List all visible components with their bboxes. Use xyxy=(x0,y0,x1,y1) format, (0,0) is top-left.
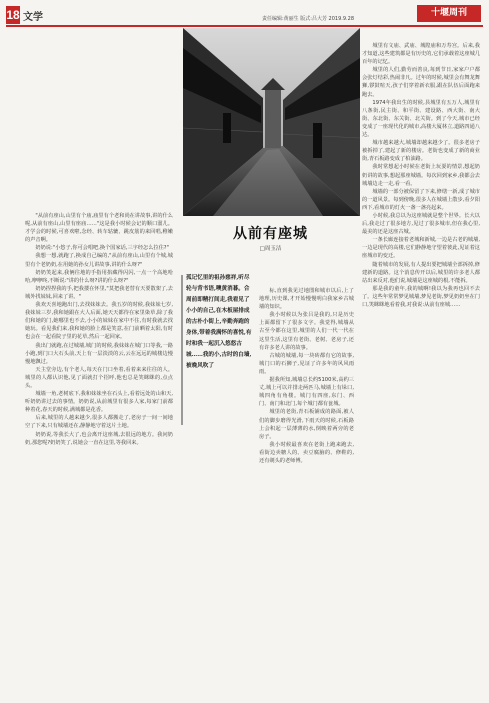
article-paragraph: 城墙的一部分被保留了下来,修缮一新,成了城市的一道风景。每到傍晚,很多人在城墙上散步,看夕阳西下,看城市的灯火一盏一盏亮起来。 xyxy=(362,188,480,211)
editor-credits: 责任编辑:黄丽生 版式:吕大芳 2019.9.28 xyxy=(262,16,354,22)
article-paragraph: 城里的老街,青石板铺成的路面,被人们的脚步磨得光滑,下雨天的时候,石板路上会积起一层薄薄的水,倒映着两旁的老房子。 xyxy=(259,409,354,440)
article-paragraph: 城里的人们,勤劳而善良,每到节日,家家户户都会张灯结彩,热闹非凡。过年的时候,城里会有舞龙舞狮,锣鼓喧天,孩子们穿着新衣服,跟在队伍后面跑来跑去。 xyxy=(362,67,480,98)
article-paragraph: 我想一想,就跑了,换成自己编的,"从前有座山,山里有个城,城里有个老奶奶,在用她的孙女儿讲故事,讲的什么呀?" xyxy=(25,253,173,268)
article-paragraph: 天主堂旁边,有个老人,每天在门口坐着,看着来来往往的人。城里的人都认识他,见了面就打个招呼,他也总是笑眯眯的,点点头。 xyxy=(25,366,173,389)
article-paragraph: 奶奶笑起来,我俩往地的手指用掐藏得闪闪,一点一个高地哈哈,咿咿咚,不断说:"讲的什么呀?讲的什么呀?" xyxy=(25,269,173,284)
article-title: 从前有座城 xyxy=(233,226,308,242)
article-paragraph: 标,直到我见过地图和城市以后,上了地理,历史课,才开始慢慢明白我家乡古城墙的知识。 xyxy=(259,288,354,311)
article-paragraph: 据我所知,城墙总长约5100米,高约三丈,城上可以并排走两匹马,城墙上有垛口,城四角有角楼。城门有四座,东门、西门、南门和北门,每个城门都有瓮城。 xyxy=(259,377,354,408)
masthead-logo: 十堰周刊 xyxy=(417,5,481,22)
article-paragraph: 我时常想起小时候在老街上玩耍的情景,想起奶奶讲的故事,想起那座城墙。每次回到家乡,我都会去城墙边走一走,看一看。 xyxy=(362,164,480,187)
article-paragraph: 随着城市的发展,有人提出要把城墙全部拆掉,修建新的道路。这个消息传开以后,城里的许多老人都站出来反对,他们说,城墙是这座城的根,不能拆。 xyxy=(362,261,480,284)
header-rule xyxy=(6,25,483,27)
article-paragraph: 我小时候以为张吕是我的,只是历史上面都留下了很多文字。我觉得,城墙从古至今都在这里,城里的人们一代一代在这里生活,这里有老街、老树、老房子,还有许多老人讲的故事。 xyxy=(259,312,354,351)
article-column-2 xyxy=(259,287,354,687)
article-author: □周玉洁 xyxy=(259,246,282,252)
article-paragraph: 古城的城墙,每一块砖都有它的故事,城门口的石狮子,见证了许多年的风风雨雨。 xyxy=(259,352,354,375)
article-paragraph: 城市越来越大,城墙却越来越少了。很多老房子被拆掉了,建起了新的楼房。老街也变成了新的商业街,青石板路变成了柏油路。 xyxy=(362,140,480,163)
article-paragraph: 城墙一角,老树底下,我和妹妹坐在石头上,看着远处的山和天,听奶奶讲过去的事情。奶奶说,从前城里有很多人家,每家门前都种着花,春天的时候,满城都是花香。 xyxy=(25,391,173,414)
pull-quote xyxy=(186,273,253,372)
page-header xyxy=(0,0,489,26)
article-paragraph: 那是我的童年,我的城啊!我以为我再也回不去了。这些年常常梦见城墙,梦见老街,梦见奶奶坐在门口,笑眯眯地看着我,对我说:从前有座城…… xyxy=(362,285,480,308)
article-paragraph: 我出门就跑,在过城墙,城门的时候,我妹妹在城门口等我,一路小跑,到门口大石头前,天上有一层淡淡的云,云在远远的城楼边慢慢地飘过。 xyxy=(25,342,173,365)
pull-quote-bar xyxy=(181,275,183,425)
article-paragraph: 城里有文庙、武庙、城隍庙和万寿宫。后来,我才知道,这些建筑都是有历史的,它们承载着这座城几百年的记忆。 xyxy=(362,43,480,66)
old-town-street-photo xyxy=(183,28,360,216)
article-paragraph: 小时候,我总以为这座城就是整个世界。长大以后,我走过了很多地方,见过了很多城市,但在我心里,最美的还是这座古城。 xyxy=(362,212,480,236)
article-paragraph: 奶奶说:"小悠子,你可会唱吧,换个国家话,三字经怎么拉住?" xyxy=(35,245,169,252)
article-paragraph: 后来,城里的人越来越少,很多人都搬走了,老房子一间一间地空了下来,只有城墙还在,静静地守着这片土地。 xyxy=(25,415,173,430)
article-paragraph: "从前有座山,山里有个庙,庙里有个老和尚在讲故事,讲的什么呢,从前有座山,山里有座庙……"这是我小时候会记的顺口溜儿。才学会的时候,可喜欢啦,念经、转车轱辘、跳皮筋的来回唱,稚嫩的声音啊。 xyxy=(25,213,173,244)
article-paragraph: 一条长廊连接着老城和新城,一边是古老的城墙,一边是现代的高楼,它们静静地守望着彼此,见证着这座城市的变迁。 xyxy=(362,237,480,260)
article-paragraph: 我欢天喜地跑出门,去找妹妹去。我五岁的时候,我妹妹七岁,我妹妹三岁,我和她跟在大人后面,她天天都待在家里染草,除了我们和她的门,她哪里也不去,小小的妹妹在家中不住,有时我就去找她玩。看见我们来,我和她的脸上都是笑意,在门前晒着太阳,有时也会在一起看院子里的花草,然后一起回家。 xyxy=(25,302,173,341)
article-paragraph: 奶奶说,等我长大了,也会离开这座城,去很远的地方。我问奶奶,那您呢?奶奶笑了,说她会一直在这里,等我回来。 xyxy=(25,431,173,446)
article-paragraph: 奶奶捏捏我的手,把我搂在怀里,"莫把我老替有天要散架了,去城外找妹妹,回来了讲。" xyxy=(25,285,173,300)
article-paragraph: 我小时候最喜欢在老街上跑来跑去,看街边卖糖人的、卖豆腐脑的、修鞋的,还有剃头的老师傅。 xyxy=(259,441,354,464)
article-column-3 xyxy=(362,42,480,690)
page-number: 18 xyxy=(6,8,20,22)
section-title: 文学 xyxy=(23,12,43,23)
article-paragraph: 1974年我出生的时候,县城里有五万人,城里有八条街,民主街、和平街、建设路、西大街、南大街、东北街、东关街、北关街。到了今天,城市已经变成了一座现代化的城市,高楼大厦林立,道路四通八达。 xyxy=(362,99,480,139)
article-column-1 xyxy=(25,212,173,690)
pull-quote-text: 孤记忆里的祖孙慈祥,听尽轮与背书语,噢黄消暮。合周前即精打间走,我看见了小小的自己,在木板屋排成的古朴小街上,辛勤奔跑的身体,带着我满怀的喜悦,有时和我一起沉入悠悠古城……我的小,古时的白墙,被晚风吹了 xyxy=(186,275,252,369)
